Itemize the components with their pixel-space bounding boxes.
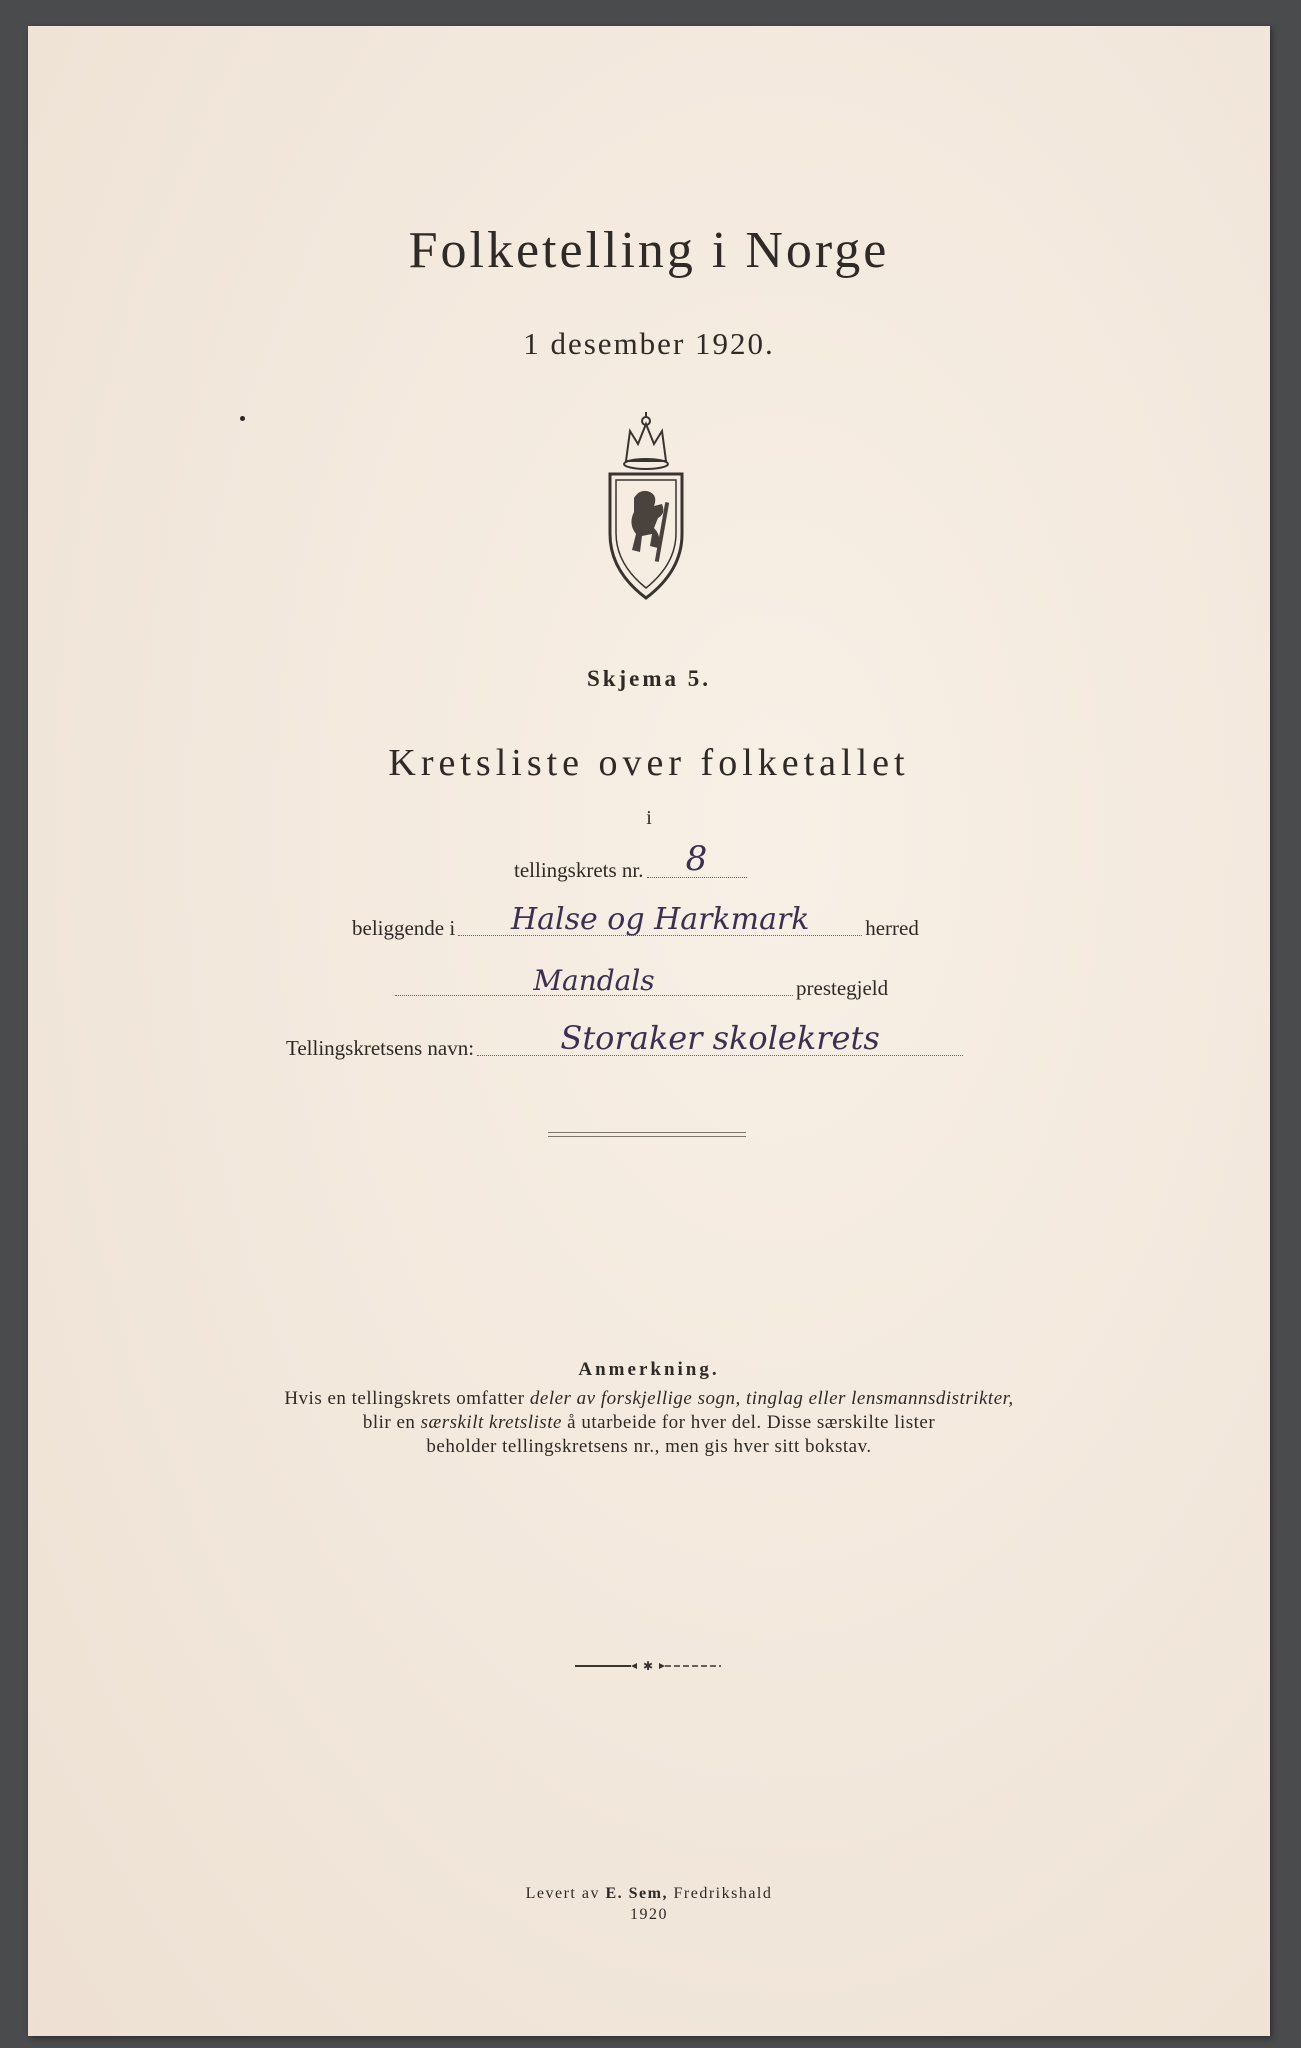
census-form-page xyxy=(28,26,1270,2036)
tellingskrets-label: tellingskrets nr. xyxy=(514,858,644,882)
remark-line-1-italic: deler av forskjellige sogn, tinglag eller lensmannsdistrikter, xyxy=(529,1388,1014,1409)
census-date: 1 desember 1920. xyxy=(523,326,775,361)
remark-heading: Anmerkning. xyxy=(578,1359,720,1380)
printer-suffix: Fredrikshald xyxy=(667,1885,773,1902)
kretsnavn-row xyxy=(286,1019,966,1061)
ornamental-divider-icon xyxy=(573,1660,723,1672)
remark-line-3: beholder tellingskretsens nr., men gis hver sitt bokstav. xyxy=(426,1436,872,1457)
kretsnavn-field[interactable] xyxy=(477,1019,963,1057)
tellingskrets-handwritten-value: 8 xyxy=(685,839,708,879)
kretsnavn-handwritten-value: Storaker skolekrets xyxy=(560,1019,880,1057)
remark-line-2-italic: særskilt kretsliste xyxy=(420,1412,562,1433)
herred-label: herred xyxy=(865,916,919,940)
remark-line-2-end: å utarbeide for hver del. Disse særskilte lister xyxy=(561,1412,936,1433)
subtitle-preposition: i xyxy=(646,807,652,829)
remark-line-1-text: Hvis en tellingskrets omfatter xyxy=(284,1388,530,1409)
beliggende-label: beliggende i xyxy=(352,916,456,940)
printer-credit xyxy=(28,1885,1270,1903)
norwegian-coat-of-arms-icon xyxy=(596,406,696,606)
form-subtitle: Kretsliste over folketallet xyxy=(388,742,910,784)
remark-line-2-text: blir en xyxy=(362,1412,421,1433)
schema-label: Skjema 5. xyxy=(586,666,712,691)
ink-speck xyxy=(240,416,245,421)
beliggende-field[interactable] xyxy=(458,902,862,937)
page-title: Folketelling i Norge xyxy=(408,222,890,279)
prestegjeld-field[interactable] xyxy=(395,964,793,997)
remark-line-2 xyxy=(28,1412,1270,1434)
svg-text:✱: ✱ xyxy=(642,1660,654,1672)
prestegjeld-row xyxy=(392,964,889,1001)
printer-prefix: Levert av xyxy=(525,1885,606,1902)
beliggende-row xyxy=(352,902,919,941)
prestegjeld-label: prestegjeld xyxy=(796,976,889,1000)
remark-line-1 xyxy=(28,1388,1270,1410)
tellingskrets-row xyxy=(514,839,750,883)
printer-name: E. Sem, xyxy=(605,1885,668,1902)
prestegjeld-handwritten-value: Mandals xyxy=(533,964,655,997)
kretsnavn-label: Tellingskretsens navn: xyxy=(286,1036,475,1060)
printer-year: 1920 xyxy=(630,1906,668,1923)
section-divider xyxy=(548,1132,746,1137)
beliggende-handwritten-value: Halse og Harkmark xyxy=(510,902,810,937)
tellingskrets-field[interactable] xyxy=(647,839,747,879)
